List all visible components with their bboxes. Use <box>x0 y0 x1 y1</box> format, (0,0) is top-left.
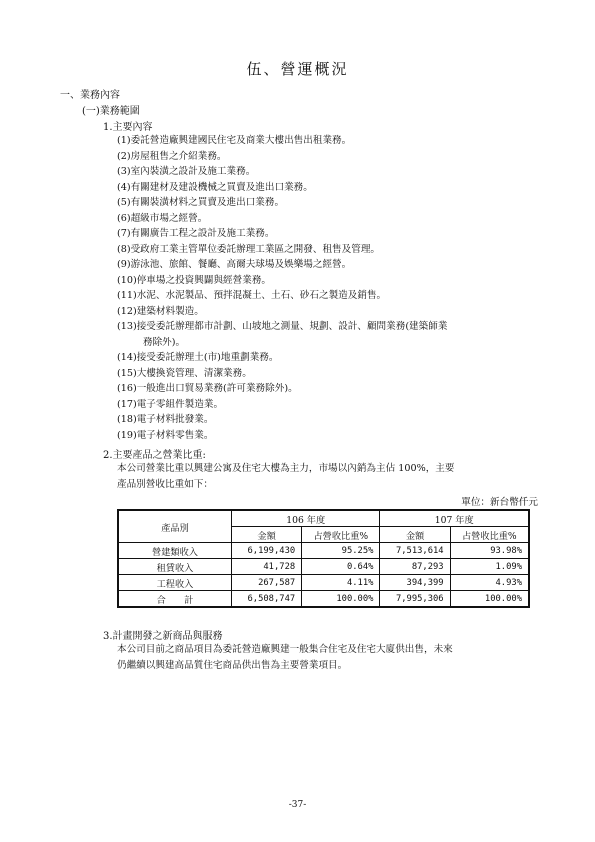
row-product: 租賃收入 <box>118 559 232 575</box>
cell-ratio-106: 0.64% <box>302 559 380 575</box>
revenue-text-line: 本公司營業比重以興建公寓及住宅大樓為主力，市場以內銷為主佔 100%，主要 <box>117 463 455 474</box>
main-content-heading: 1.主要內容 <box>103 122 153 133</box>
list-item: (12)建築材料製造。 <box>117 305 204 317</box>
revenue-text-line: 產品別營收比重如下： <box>117 478 213 490</box>
list-item: (1)委託營造廠興建國民住宅及商業大樓出售出租業務。 <box>117 135 352 146</box>
cell-amount-107: 87,293 <box>380 559 450 575</box>
table-total-row <box>118 591 529 608</box>
list-item-continuation: 務除外)。 <box>143 336 186 348</box>
plan-text-line: 仍繼續以興建高品質住宅商品供出售為主要營業項目。 <box>117 659 348 671</box>
cell-amount-106: 267,587 <box>232 575 302 591</box>
list-item: (13)接受委託辦理都市計劃、山坡地之測量、規劃、設計、顧問業務(建築師業 <box>117 321 448 332</box>
list-item: (11)水泥、水泥製品、預拌混凝土、土石、砂石之製造及銷售。 <box>117 290 387 301</box>
list-item: (3)室內裝潢之設計及施工業務。 <box>117 166 256 177</box>
row-product: 合 計 <box>118 591 232 608</box>
cell-ratio-107: 100.00% <box>450 591 529 608</box>
row-product: 工程收入 <box>118 575 232 591</box>
list-item: (6)超級市場之經營。 <box>117 212 208 224</box>
list-item: (16)一般進出口貿易業務(許可業務除外)。 <box>117 383 298 394</box>
header-year-106: 106 年度 <box>232 510 380 527</box>
plan-text-line: 本公司目前之商品項目為委託營造廠興建一般集合住宅及住宅大廈供出售，未來 <box>117 644 453 655</box>
list-item: (17)電子零組件製造業。 <box>117 398 224 410</box>
cell-amount-107: 7,513,614 <box>380 543 450 559</box>
table-row <box>118 543 529 559</box>
cell-ratio-107: 93.98% <box>450 543 529 559</box>
list-item: (9)游泳池、旅館、餐廳、高爾夫球場及娛樂場之經營。 <box>117 259 352 270</box>
header-ratio: 占營收比重% <box>450 527 529 543</box>
cell-ratio-107: 4.93% <box>450 575 529 591</box>
unit-label: 單位：新台幣仟元 <box>461 497 538 508</box>
table-row <box>118 559 529 575</box>
list-item: (18)電子材料批發業。 <box>117 414 214 425</box>
list-item: (8)受政府工業主管單位委託辦理工業區之開發、租售及管理。 <box>117 243 381 255</box>
cell-ratio-106: 4.11% <box>302 575 380 591</box>
section-heading-business: 一、業務內容 <box>60 90 120 101</box>
cell-amount-106: 6,199,430 <box>232 543 302 559</box>
list-item: (19)電子材料零售業。 <box>117 429 214 441</box>
business-items-list <box>117 133 557 443</box>
subsection-heading-scope: (一)業務範圍 <box>82 106 140 117</box>
table-row <box>118 575 529 591</box>
revenue-heading: 2.主要產品之營業比重: <box>103 450 206 461</box>
cell-ratio-106: 95.25% <box>302 543 380 559</box>
revenue-table <box>117 509 530 608</box>
list-item: (2)房屋租售之介紹業務。 <box>117 150 227 162</box>
list-item: (15)大樓換瓷管理、清潔業務。 <box>117 367 252 379</box>
page-title: 伍、營運概況 <box>246 60 349 78</box>
cell-ratio-107: 1.09% <box>450 559 529 575</box>
cell-amount-106: 6,508,747 <box>232 591 302 608</box>
plan-paragraph <box>117 642 547 673</box>
page-number: -37- <box>288 800 307 810</box>
cell-amount-107: 394,399 <box>380 575 450 591</box>
table-header-row <box>118 510 529 527</box>
header-year-107: 107 年度 <box>380 510 529 527</box>
list-item: (7)有關廣告工程之設計及施工業務。 <box>117 228 275 239</box>
revenue-paragraph <box>117 461 547 492</box>
row-product: 營建類收入 <box>118 543 232 559</box>
cell-amount-107: 7,995,306 <box>380 591 450 608</box>
header-amount: 金額 <box>380 527 450 543</box>
cell-ratio-106: 100.00% <box>302 591 380 608</box>
cell-amount-106: 41,728 <box>232 559 302 575</box>
list-item: (4)有關建材及建設機械之買賣及進出口業務。 <box>117 181 313 193</box>
plan-heading: 3.計畫開發之新商品與服務 <box>103 631 223 642</box>
list-item: (10)停車場之投資興闢與經營業務。 <box>117 274 272 286</box>
header-product: 產品別 <box>118 510 232 543</box>
list-item: (14)接受委託辦理土(市)地重劃業務。 <box>117 352 279 363</box>
list-item: (5)有關裝潢材料之買賣及進出口業務。 <box>117 197 285 208</box>
header-ratio: 占營收比重% <box>302 527 380 543</box>
header-amount: 金額 <box>232 527 302 543</box>
